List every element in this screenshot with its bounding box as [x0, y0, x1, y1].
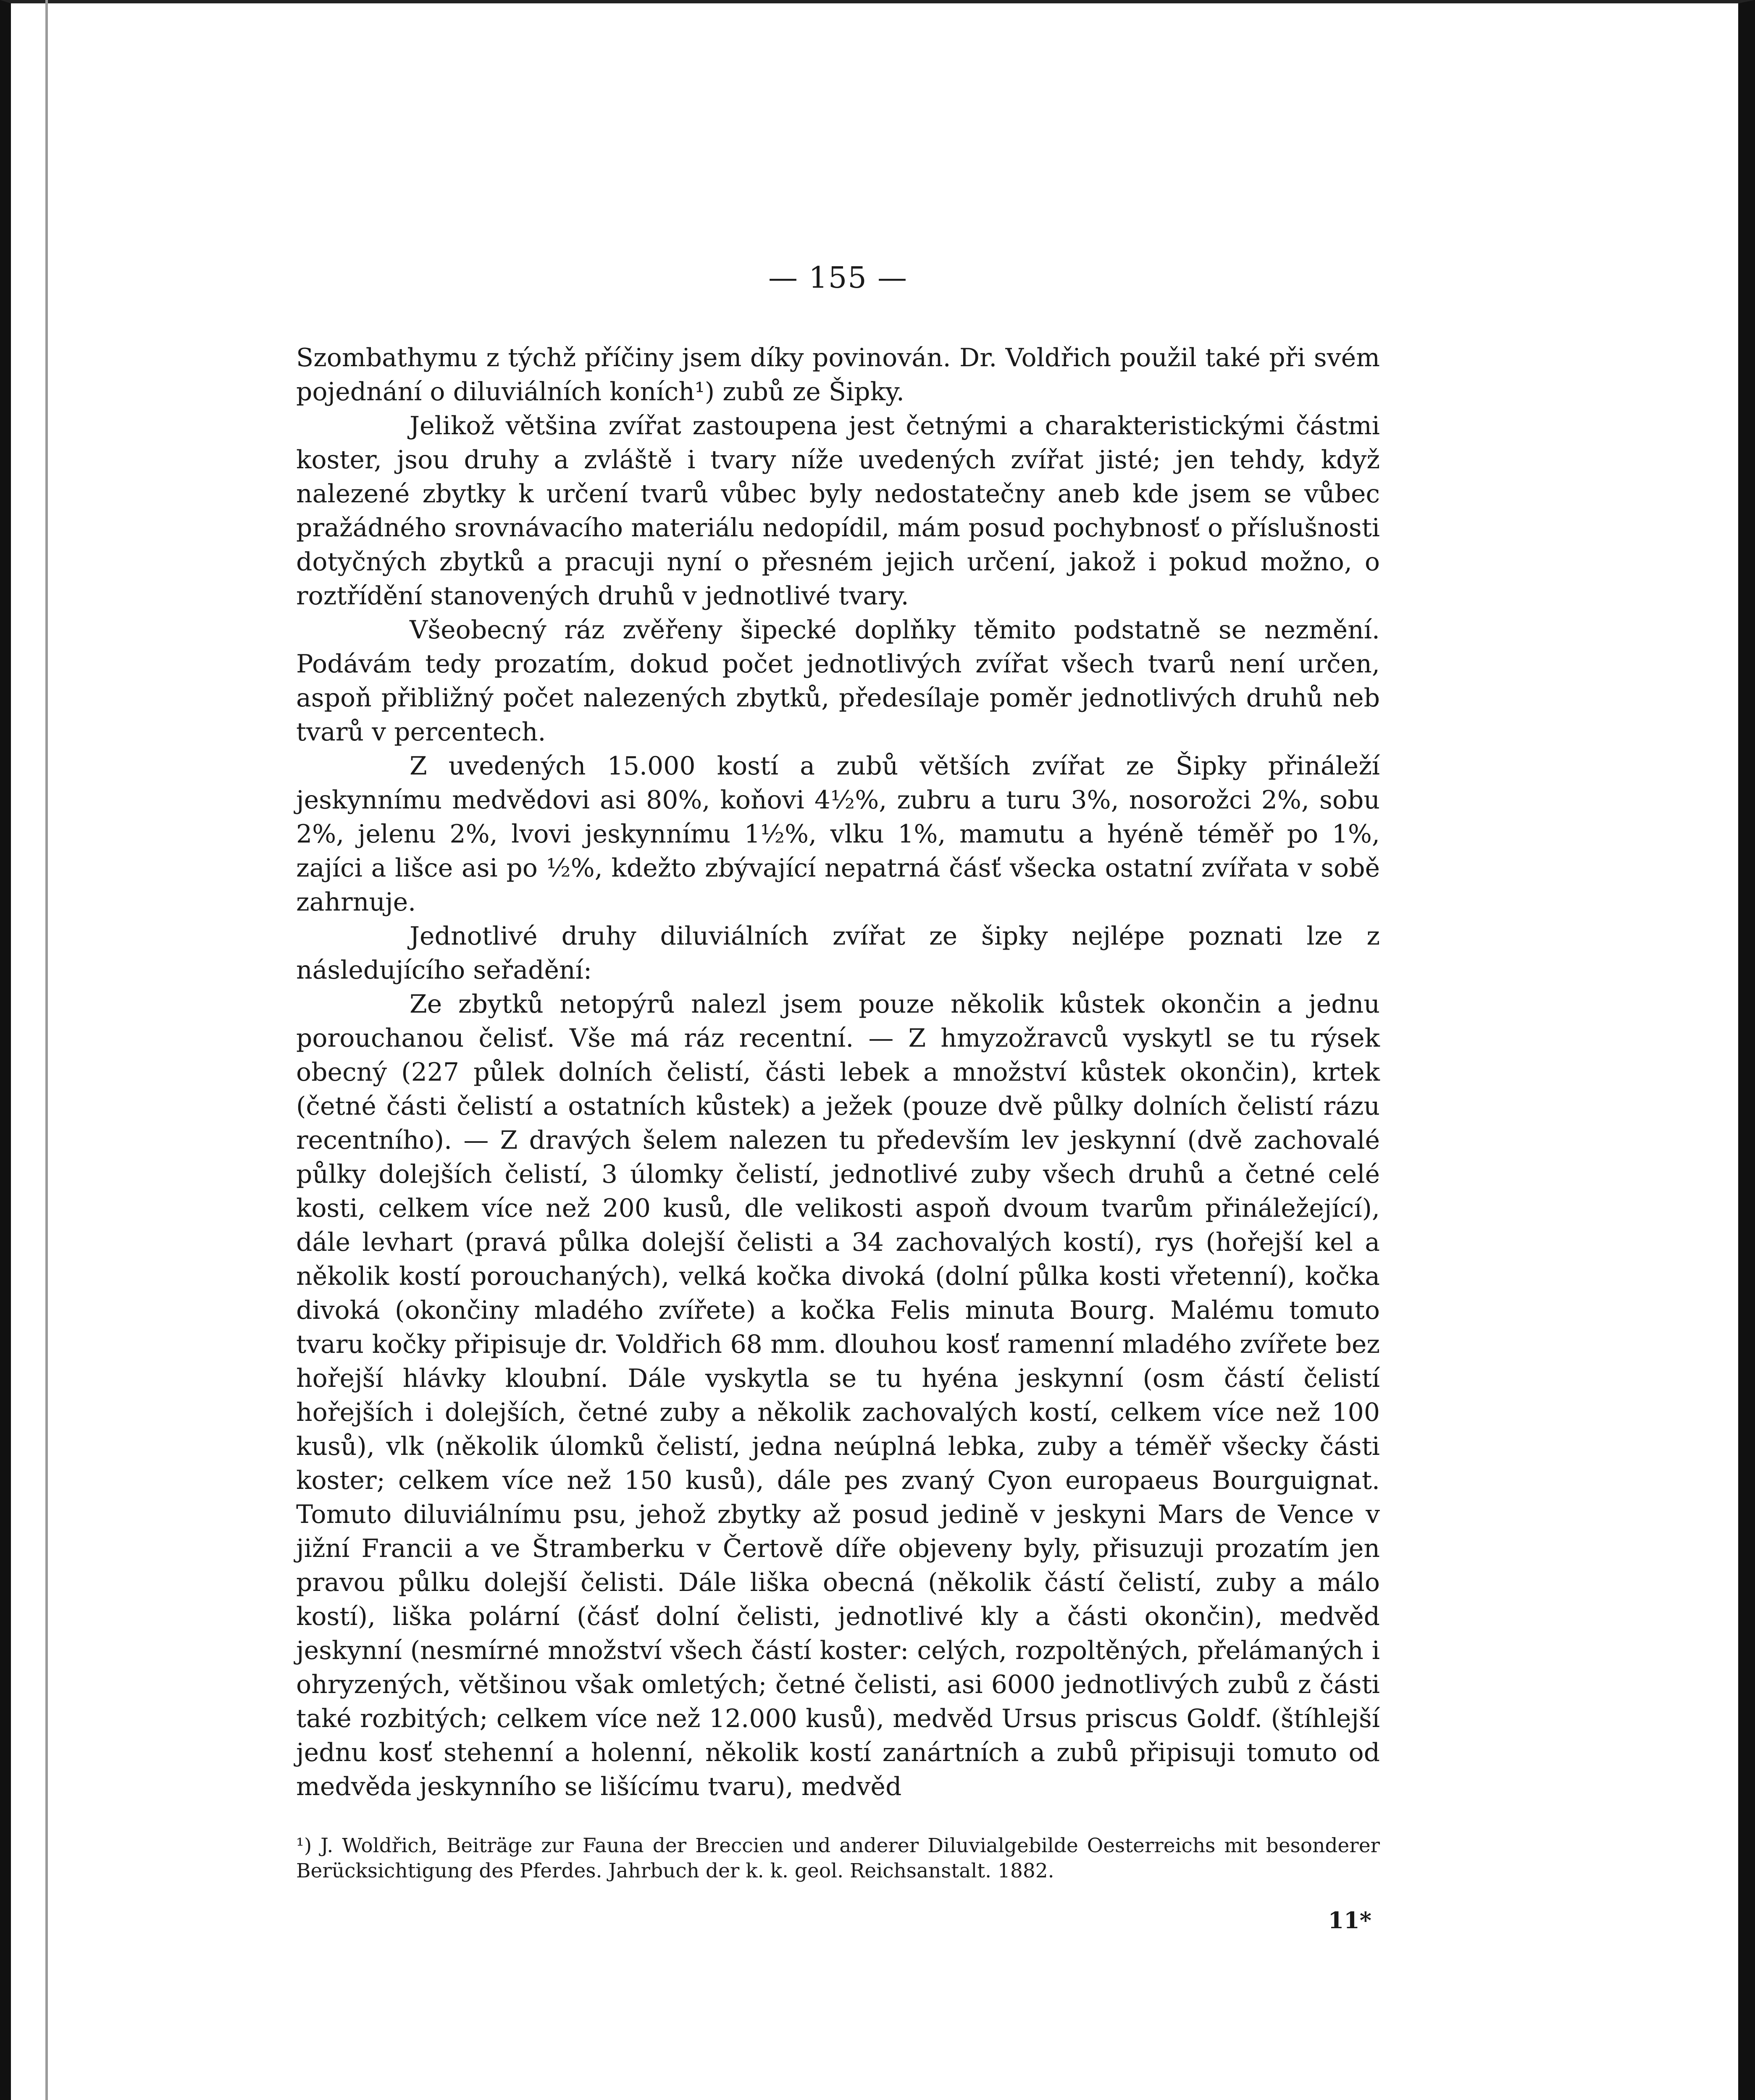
paragraph-4: Z uvedených 15.000 kostí a zubů větších zvířat ze Šipky přináleží jeskynnímu medvědovi asi 80%, koňovi 4½%, zubru a turu 3%, nosorožci 2%, sobu 2%, jelenu 2%, lvovi jeskynnímu 1½%, vlku 1%, mamutu a hyéně téměř po 1%, zajíci a lišce asi po ½%, kdežto zbývající nepatrná čásť všecka ostatní zvířata v sobě zahrnuje. — [296, 751, 1380, 917]
page-number: — 155 — — [768, 260, 908, 295]
paragraph-3: Všeobecný ráz zvěřeny šipecké doplňky těmito podstatně se nezmění. Podávám tedy prozatím, dokud počet jednotlivých zvířat všech tvarů není určen, aspoň přibližný počet nalezených zbytků, předesílaje poměr jednotlivých druhů neb tvarů v percentech. — [296, 615, 1380, 747]
book-page — [296, 260, 1380, 1934]
signature-mark: 11* — [1328, 1907, 1371, 1934]
paragraph-2: Jelikož většina zvířat zastoupena jest četnými a charakteristickými částmi koster, jsou druhy a zvláště i tvary níže uvedených zvířat jisté; jen tehdy, když nalezené zbytky k určení tvarů vůbec byly nedostatečny aneb kde jsem se vůbec pražádného srovnávacího materiálu nedopídil, mám posud pochybnosť o příslušnosti dotyčných zbytků a pracuji nyní o přesném jejich určení, jakož i pokud možno, o roztřídění stanovených druhů v jednotlivé tvary. — [296, 411, 1380, 611]
body-text — [296, 341, 1380, 1804]
paragraph-5: Jednotlivé druhy diluviálních zvířat ze šipky nejlépe poznati lze z následujícího seřadění: — [296, 921, 1380, 985]
binding-edge — [45, 0, 48, 2100]
footnote: ¹) J. Woldřich, Beiträge zur Fauna der Breccien und anderer Diluvialgebilde Oesterreichs mit besonderer Berücksichtigung des Pferdes. Jahrbuch der k. k. geol. Reichsanstalt. 1882. — [296, 1834, 1380, 1882]
paragraph-6: Ze zbytků netopýrů nalezl jsem pouze několik kůstek okončin a jednu porouchanou čelisť. Vše má ráz recentní. — Z hmyzožravců vyskytl se tu rýsek obecný (227 půlek dolních čelistí, části lebek a množství kůstek okončin), krtek (četné části čelistí a ostatních kůstek) a ježek (pouze dvě půlky dolních čelistí rázu recentního). — Z dravých šelem nalezen tu především lev jeskynní (dvě zachovalé půlky dolejších čelistí, 3 úlomky čelistí, jednotlivé zuby všech druhů a četné celé kosti, celkem více než 200 kusů, dle velikosti aspoň dvoum tvarům přináležející), dále levhart (pravá půlka dolejší čelisti a 34 zachovalých kostí), rys (hořejší kel a několik kostí porouchaných), velká kočka divoká (dolní půlka kosti vřetenní), kočka divoká (okončiny mladého zvířete) a kočka Felis minuta Bourg. Malému tomuto tvaru kočky připisuje dr. Voldřich 68 mm. dlouhou kosť ramenní mladého zvířete bez hořejší hlávky kloubní. Dále vyskytla se tu hyéna jeskynní (osm částí čelistí hořejších i dolejších, četné zuby a několik zachovalých kostí, celkem více než 100 kusů), vlk (několik úlomků čelistí, jedna neúplná lebka, zuby a téměř všecky části koster; celkem více než 150 kusů), dále pes zvaný Cyon europaeus Bourguignat. Tomuto diluviálnímu psu, jehož zbytky až posud jedině v jeskyni Mars de Vence v jižní Francii a ve Štramberku v Čertově díře objeveny byly, přisuzuji prozatím jen pravou půlku dolejší čelisti. Dále liška obecná (několik částí čelistí, zuby a málo kostí), liška polární (čásť dolní čelisti, jednotlivé kly a části okončin), medvěd jeskynní (nesmírné množství všech částí koster: celých, rozpoltěných, přelámaných i ohryzených, většinou však omletých; četné čelisti, asi 6000 jednotlivých zubů z části také rozbitých; celkem více než 12.000 kusů), medvěd Ursus priscus Goldf. (štíhlejší jednu kosť stehenní a holenní, několik kostí zanártních a zubů připisuji tomuto od medvěda jeskynního se lišícímu tvaru), medvěd — [296, 990, 1380, 1801]
paragraph-1: Szombathymu z týchž příčiny jsem díky povinován. Dr. Voldřich použil také při svém pojednání o diluviálních koních¹) zubů ze Šipky. — [296, 343, 1380, 407]
